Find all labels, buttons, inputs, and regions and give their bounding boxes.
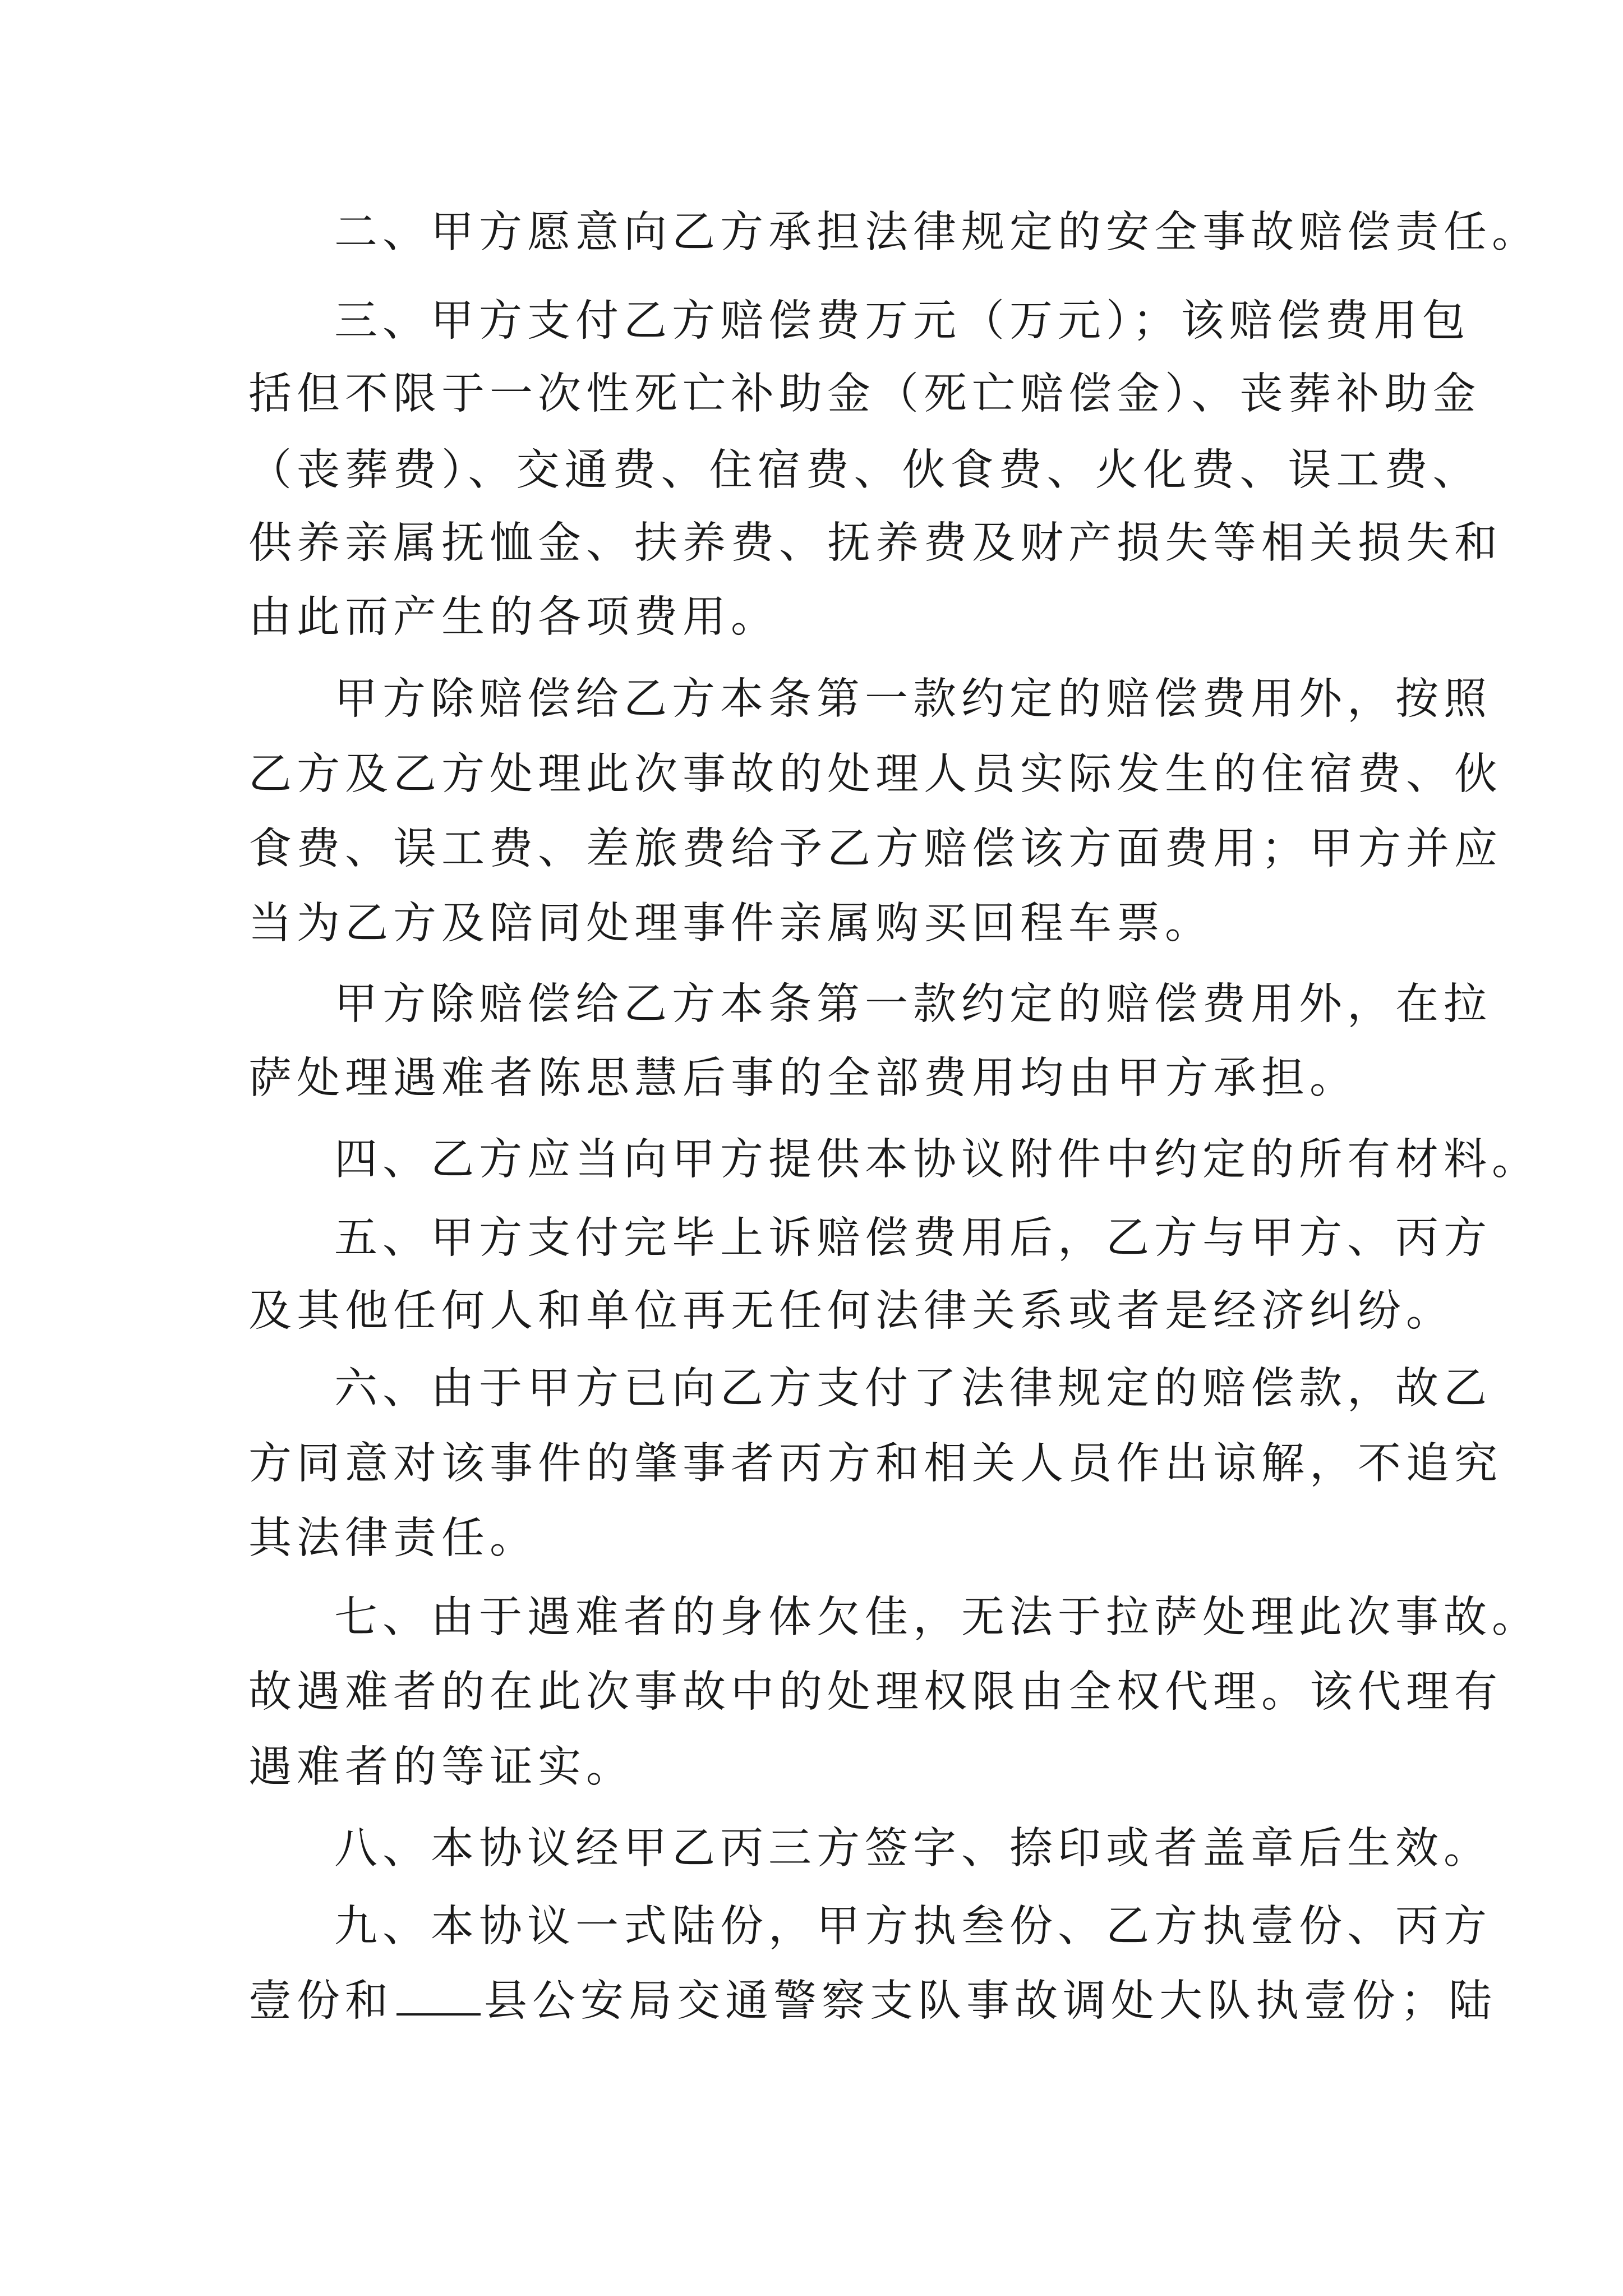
text-line: 二、甲方愿意向乙方承担法律规定的安全事故赔偿责任。 (334, 208, 1540, 257)
text-segment: 县公安局交通警察支队事故调处大队执壹份；陆 (484, 1976, 1497, 2026)
text-line: 四、乙方应当向甲方提供本协议附件中约定的所有材料。 (334, 1135, 1540, 1185)
text-line: 萨处理遇难者陈思慧后事的全部费用均由甲方承担。 (248, 1053, 1358, 1103)
text-line: 五、甲方支付完毕上诉赔偿费用后，乙方与甲方、丙方 (334, 1213, 1492, 1263)
text-line: 方同意对该事件的肇事者丙方和相关人员作出谅解，不追究 (248, 1439, 1502, 1489)
text-line: 及其他任何人和单位再无任何法律关系或者是经济纠纷。 (248, 1286, 1454, 1336)
text-line: 甲方除赔偿给乙方本条第一款约定的赔偿费用外，在拉 (334, 979, 1492, 1029)
text-line: 食费、误工费、差旅费给予乙方赔偿该方面费用；甲方并应 (248, 824, 1502, 874)
text-line: 九、本协议一式陆份，甲方执叁份、乙方执壹份、丙方 (334, 1902, 1492, 1952)
text-line-with-blank (248, 1973, 1497, 2030)
text-line: 八、本协议经甲乙丙三方签字、捺印或者盖章后生效。 (334, 1824, 1492, 1874)
text-line: 括但不限于一次性死亡补助金（死亡赔偿金）、丧葬补助金 (248, 369, 1481, 419)
fill-in-blank (396, 2011, 481, 2016)
text-line: 六、由于甲方已向乙方支付了法律规定的赔偿款，故乙 (334, 1364, 1492, 1414)
text-line: 故遇难者的在此次事故中的处理权限由全权代理。该代理有 (248, 1667, 1502, 1717)
text-line: 由此而产生的各项费用。 (248, 592, 779, 642)
text-segment: 壹份和 (248, 1976, 393, 2026)
text-line: 当为乙方及陪同处理事件亲属购买回程车票。 (248, 899, 1213, 949)
text-line: （丧葬费）、交通费、住宿费、伙食费、火化费、误工费、 (248, 445, 1481, 495)
text-line: 供养亲属抚恤金、扶养费、抚养费及财产损失等相关损失和 (248, 518, 1502, 568)
text-line: 三、甲方支付乙方赔偿费万元（万元）；该赔偿费用包 (334, 296, 1470, 346)
text-line: 遇难者的等证实。 (248, 1742, 634, 1792)
text-line: 乙方及乙方处理此次事故的处理人员实际发生的住宿费、伙 (248, 749, 1502, 799)
text-line: 其法律责任。 (248, 1513, 538, 1563)
text-line: 七、由于遇难者的身体欠佳，无法于拉萨处理此次事故。 (334, 1593, 1540, 1642)
text-line: 甲方除赔偿给乙方本条第一款约定的赔偿费用外，按照 (334, 674, 1492, 724)
